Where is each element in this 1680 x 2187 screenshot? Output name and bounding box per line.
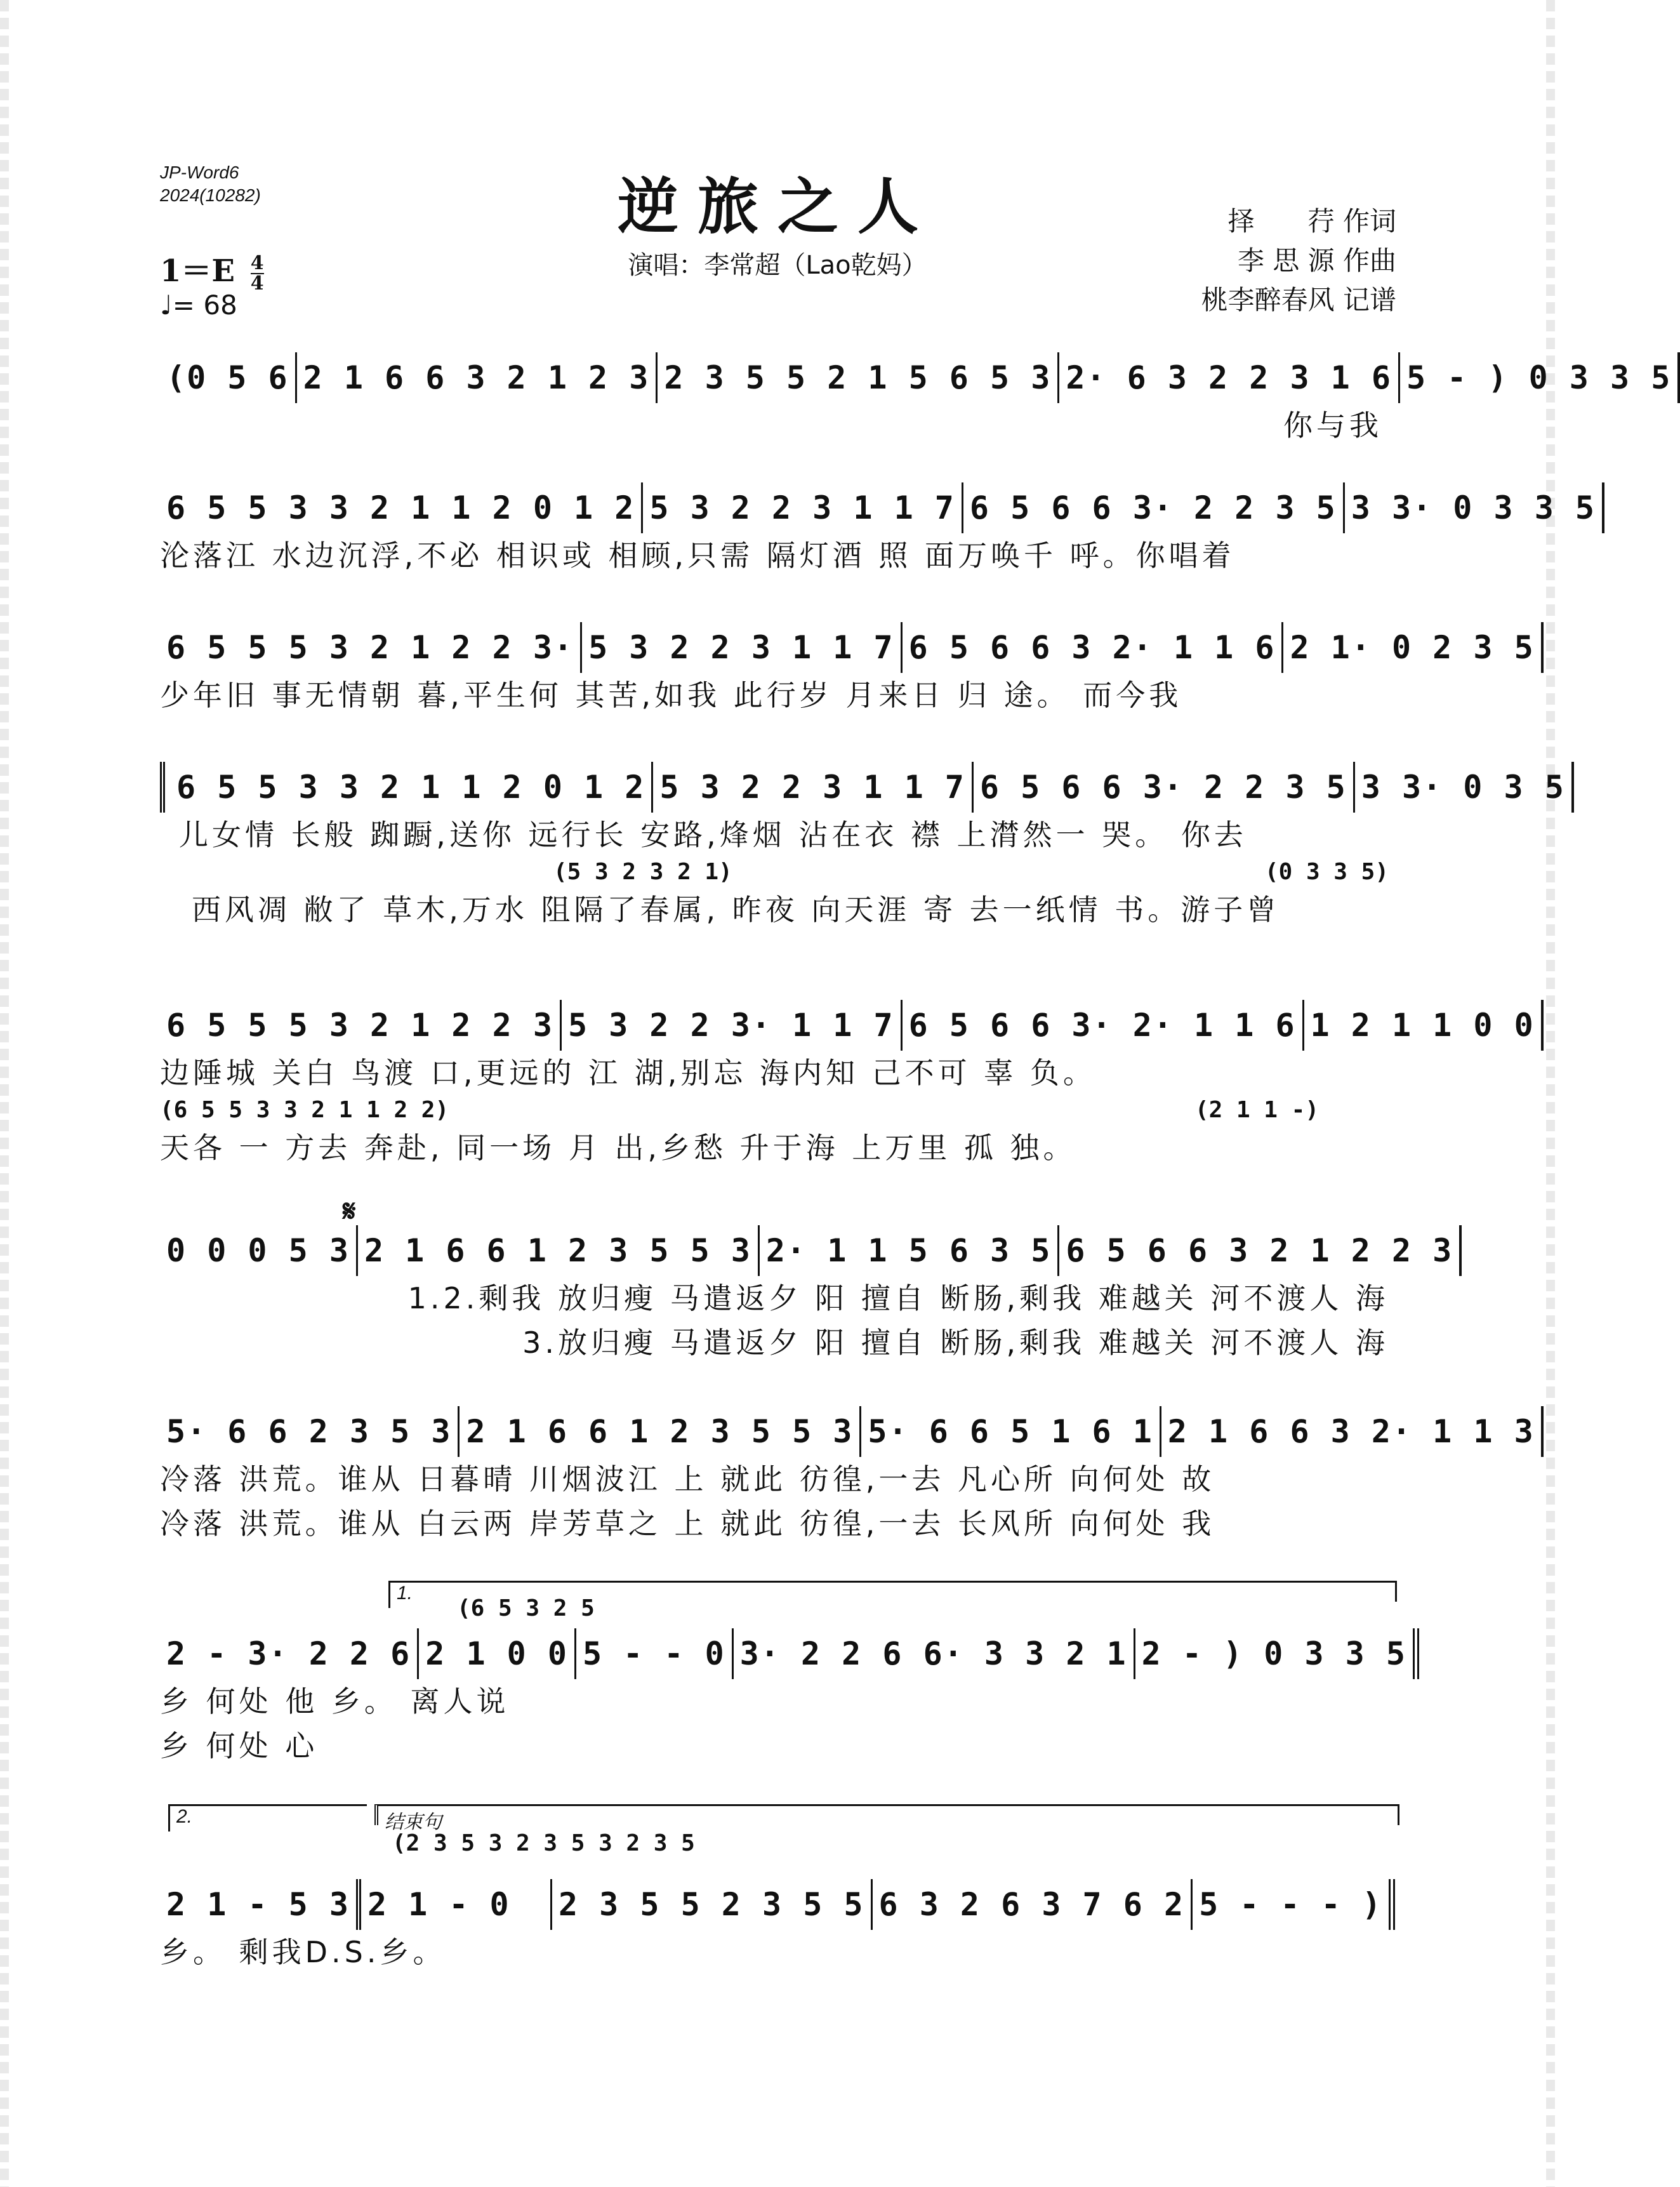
measure — [1355, 762, 1574, 813]
score-line-7 — [160, 1406, 1535, 1546]
measure-notes: 0 0 0 5 3 — [166, 1232, 350, 1269]
measure-notes: 6 5 5 5 3 2 1 2 2 3· — [166, 629, 574, 666]
lyric-line: 冷落 洪荒。谁从 日暮晴 川烟波江 上 就此 彷徨,一去 凡心所 向何处 故 — [160, 1462, 1215, 1496]
measure — [861, 1406, 1161, 1457]
measure-notes: 3 3· 0 3 3 5 — [1351, 489, 1596, 526]
measure — [1400, 352, 1680, 403]
lyric-line-2: 西风凋 敝了 草木,万水 阻隔了春属, 昨夜 向天涯 寄 去一纸情 书。游子曾 — [192, 893, 1280, 927]
measure-notes: 6 5 6 6 3· 2 2 3 5 — [969, 489, 1337, 526]
measure-notes: 2 1 6 6 3 2· 1 1 3 — [1167, 1413, 1535, 1450]
measure — [1059, 352, 1400, 403]
lyricist-credit: 择 荇 作词 — [1227, 206, 1396, 237]
transcriber-credit: 桃李醉春风 记谱 — [1201, 284, 1396, 316]
measure — [576, 1628, 734, 1679]
measure — [903, 1000, 1304, 1051]
score-line-3 — [160, 622, 1535, 717]
alt-notes-a: (6 5 5 3 3 2 1 1 2 2) — [160, 1097, 449, 1123]
credits — [1201, 202, 1396, 320]
key-signature — [160, 246, 264, 293]
measure — [1283, 622, 1543, 673]
measure-notes: 2 1 6 6 1 2 3 5 5 3 — [364, 1232, 751, 1269]
measure-notes: 6 3 2 6 3 7 6 2 — [878, 1886, 1185, 1923]
notes-row — [160, 762, 1565, 813]
ending-phrase-label: 结束句 — [385, 1812, 442, 1833]
measure — [160, 1406, 460, 1457]
measure — [160, 482, 643, 533]
measure-notes: 1 2 1 1 0 0 — [1310, 1007, 1535, 1044]
time-signature — [250, 251, 264, 295]
measure — [297, 352, 658, 403]
measure-notes: 5 3 2 2 3 1 1 7 — [588, 629, 894, 666]
score-line-6 — [160, 1225, 1453, 1365]
song-title: 逆旅之人 — [618, 171, 937, 243]
page-edge-left — [0, 0, 9, 2187]
measure — [160, 1225, 358, 1276]
measure-notes: 2· 1 1 5 6 3 5 — [765, 1232, 1052, 1269]
measure — [552, 1879, 873, 1930]
measure-notes: 2 1 6 6 3 2 1 2 3 — [303, 359, 650, 396]
measure-notes: 2 1 6 6 1 2 3 5 5 3 — [466, 1413, 854, 1450]
measure-notes: 5 - - - ) — [1199, 1886, 1382, 1923]
measure-notes: 2 1 0 0 — [425, 1635, 568, 1672]
measure — [562, 1000, 903, 1051]
volta-2: 2. — [168, 1804, 367, 1831]
measure-notes: (0 5 6 — [166, 359, 289, 396]
volta-1: 1. — [388, 1581, 612, 1608]
measure-notes: 2 - ) 0 3 3 5 — [1141, 1635, 1406, 1672]
lyric-line-2: 冷落 洪荒。谁从 白云两 岸芳草之 上 就此 彷徨,一去 长风所 向何处 我 — [160, 1506, 1215, 1541]
measure-notes: 3· 2 2 6 6· 3 3 2 1 — [739, 1635, 1127, 1672]
document-id: 2024(10282) — [160, 185, 261, 205]
lyric-line: 沦落江 水边沉浮,不必 相识或 相顾,只需 隔灯酒 照 面万唤千 呼。你唱着 — [160, 538, 1235, 573]
measure-notes: 6 5 6 6 3· 2 2 3 5 — [979, 769, 1347, 806]
measure-notes: 6 5 5 3 3 2 1 1 2 0 1 2 — [176, 769, 645, 806]
notes-row — [160, 1000, 1535, 1051]
measure — [160, 352, 297, 403]
measure-notes: 2 1 - 0 — [367, 1886, 510, 1923]
measure-notes: 5 3 2 2 3· 1 1 7 — [567, 1007, 894, 1044]
measure — [873, 1879, 1193, 1930]
measure-notes: 5· 6 6 5 1 6 1 — [868, 1413, 1153, 1450]
measure — [760, 1225, 1059, 1276]
measure — [358, 1225, 760, 1276]
measure — [963, 482, 1345, 533]
alt-notes-b: (2 1 1 -) — [1194, 1097, 1319, 1123]
measure-repeat-start — [160, 762, 653, 813]
lyric-line-2: 3.放归瘦 马遣返夕 阳 擅自 断肠,剩我 难越关 河不渡人 海 — [522, 1326, 1389, 1360]
measure — [903, 622, 1284, 673]
measure-notes: 6 5 5 3 3 2 1 1 2 0 1 2 — [166, 489, 635, 526]
measure — [160, 1000, 562, 1051]
tempo-marking: ♩= 68 — [160, 289, 237, 321]
measure — [460, 1406, 861, 1457]
software-name: JP-Word6 — [160, 163, 239, 182]
measure — [1345, 482, 1604, 533]
lyric-line: 儿女情 长般 踟蹰,送你 远行长 安路,烽烟 沾在衣 襟 上潸然一 哭。 你去 — [179, 818, 1247, 852]
measure — [974, 762, 1355, 813]
notes-row — [160, 1406, 1535, 1457]
notes-row — [160, 622, 1535, 673]
segno-sign: 𝄋 — [343, 1193, 356, 1229]
measure-notes: 2· 6 3 2 2 3 1 6 — [1066, 359, 1392, 396]
measure — [643, 482, 963, 533]
notes-row — [160, 1628, 1406, 1679]
measure — [1161, 1406, 1544, 1457]
alt-notes — [160, 857, 1395, 887]
measure-notes: 5· 6 6 2 3 5 3 — [166, 1413, 452, 1450]
measure-notes: 6 5 6 6 3· 2· 1 1 6 — [908, 1007, 1296, 1044]
score-line-5 — [160, 1000, 1535, 1170]
measure-final — [1193, 1879, 1395, 1930]
alt-notes-b: (0 3 3 5) — [1264, 859, 1389, 885]
lyric-line: 1.2.剩我 放归瘦 马遣返夕 阳 擅自 断肠,剩我 难越关 河不渡人 海 — [407, 1281, 1389, 1315]
alt-notes: (6 5 3 2 5 — [457, 1595, 595, 1621]
measure-notes: 6 5 6 6 3 2 1 2 2 3 — [1066, 1232, 1453, 1269]
measure — [1059, 1225, 1462, 1276]
lyric-line: 乡 何处 他 乡。 离人说 — [160, 1684, 510, 1718]
notes-row — [160, 1879, 1395, 1930]
score-line-4 — [160, 762, 1565, 932]
measure — [419, 1628, 576, 1679]
measure — [658, 352, 1059, 403]
time-signature-top: 4 — [250, 251, 264, 274]
notes-row — [160, 1225, 1453, 1276]
measure-notes: 6 5 6 6 3 2· 1 1 6 — [908, 629, 1276, 666]
measure-notes: 2 1 - 5 3 — [166, 1886, 350, 1923]
alt-notes — [160, 1095, 1395, 1126]
score-line-9 — [160, 1879, 1395, 1974]
measure — [160, 1879, 361, 1930]
measure-notes: 5 3 2 2 3 1 1 7 — [659, 769, 965, 806]
measure — [160, 622, 582, 673]
score-line-1 — [160, 352, 1672, 448]
measure-notes: 5 - ) 0 3 3 5 — [1406, 359, 1672, 396]
score-line-8 — [160, 1628, 1406, 1768]
measure — [653, 762, 974, 813]
measure-notes: 5 3 2 2 3 1 1 7 — [649, 489, 955, 526]
lyric-line: 少年旧 事无情朝 暮,平生何 其苦,如我 此行岁 月来日 归 途。 而今我 — [160, 678, 1182, 712]
alt-notes: (2 3 5 3 2 3 5 3 2 3 5 — [392, 1830, 695, 1856]
measure-notes: 2 3 5 5 2 3 5 5 — [558, 1886, 864, 1923]
measure-notes: 3 3· 0 3 5 — [1361, 769, 1565, 806]
measure — [160, 1628, 419, 1679]
singer-credit: 演唱：李常超（Lao乾妈） — [628, 251, 927, 280]
measure — [582, 622, 903, 673]
measure-repeat-end — [1135, 1628, 1419, 1679]
measure-notes: 6 5 5 5 3 2 1 2 2 3 — [166, 1007, 553, 1044]
measure — [1304, 1000, 1544, 1051]
page-edge-right — [1546, 0, 1555, 2187]
time-signature-bottom: 4 — [250, 272, 264, 295]
alt-notes-a: (5 3 2 3 2 1) — [553, 859, 732, 885]
lyric-line-2: 乡 何处 心 — [160, 1729, 319, 1763]
score-line-2 — [160, 482, 1596, 578]
notes-row — [160, 352, 1672, 403]
ending-phrase-bracket — [374, 1804, 1399, 1833]
measure-notes: 2 1· 0 2 3 5 — [1290, 629, 1535, 666]
measure-notes: 5 - - 0 — [582, 1635, 725, 1672]
lyric-line: 边陲城 关白 鸟渡 口,更远的 江 湖,别忘 海内知 己不可 辜 负。 — [160, 1056, 1096, 1090]
measure — [734, 1628, 1135, 1679]
volta-1-extension — [604, 1581, 1397, 1602]
measure — [361, 1879, 552, 1930]
lyric-line: 乡。 剩我D.S.乡。 — [160, 1935, 446, 1969]
measure-notes: 2 - 3· 2 2 6 — [166, 1635, 411, 1672]
lyric-line: 你与我 — [1283, 408, 1382, 442]
key-label: 1＝E — [160, 253, 235, 289]
composer-credit: 李 思 源 作曲 — [1237, 245, 1396, 276]
lyric-line-2: 天各 一 方去 奔赴, 同一场 月 出,乡愁 升于海 上万里 孤 独。 — [160, 1131, 1076, 1165]
notes-row — [160, 482, 1596, 533]
measure-notes: 2 3 5 5 2 1 5 6 5 3 — [664, 359, 1052, 396]
